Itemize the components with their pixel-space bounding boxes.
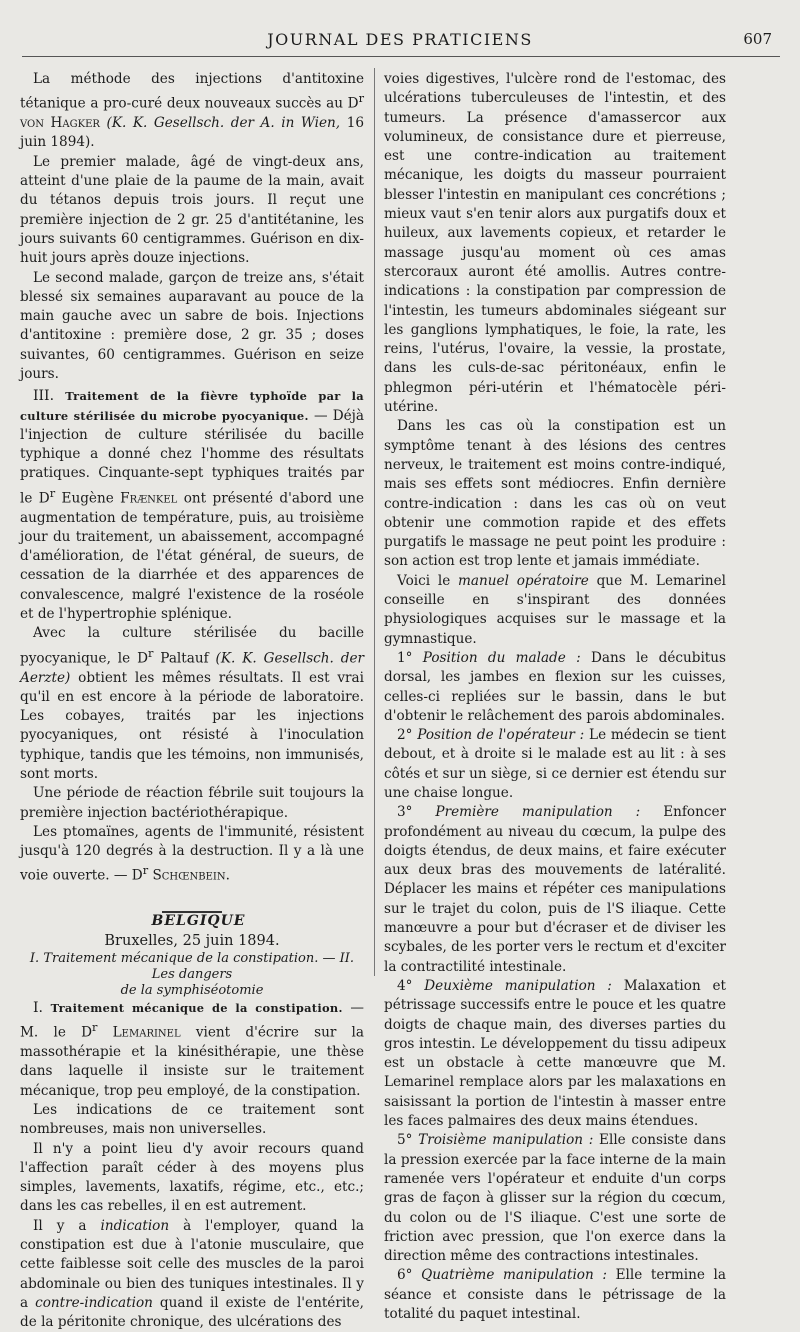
running-header: [20, 30, 780, 52]
paragraph: Les ptomaïnes, agents de l'immunité, résistent jusqu'à 120 degrés à la destruction. Il y a là une voie ouverte. — $D^r$ Schœnbein.: [20, 823, 364, 884]
section-separator: [20, 900, 364, 908]
section-heading: Traitement mécanique de la constipation.: [50, 1000, 343, 1015]
paragraph: Il n'y a point lieu d'y avoir recours quand l'affection paraît céder à des moyens plus simples, lavements, laxatifs, régime, etc., etc.; dans les cas rebelles, il en est autrement.: [20, 1140, 364, 1215]
author-name: Schœnbein.: [152, 868, 230, 884]
paragraph: Le premier malade, âgé de vingt-deux ans, atteint d'une plaie de la paume de la main, avait du tétanos depuis trois jours. Il reçut une première injection de 2 gr. 25 d'antitétanine, les jours suivants 60 centigrammes. Guérison en dix-huit jours après douze injections.: [20, 153, 364, 267]
paragraph: 4° Deuxième manipulation : Malaxation et pétrissage successifs entre le pouce et les quatre doigts de chaque main, des diverses parties du gros intestin. Le développement du tissu adipeux est un obstacle à cette manœuvre que M. Lemarinel remplace alors par les malaxations en saisissant la portion de l'intestin à masser entre les faces palmaires des deux mains étendues.: [384, 977, 727, 1130]
section-number: I.: [33, 999, 43, 1016]
author-name: von Hagker: [20, 115, 100, 132]
paragraph: III. Traitement de la fièvre typhoïde par la culture stérilisée du microbe pyocyanique. — Déjà l'injection de culture stérilisée du bacille typhique a donné chez l'homme des résultats pratiques. Cinquante-sept typhiques traités par le $D^r$ Eugène Frænkel ont présenté d'abord une augmentation de température, puis, au troisième jour du traitement, un abaissement, accompagné d'amélioration, de l'état général, de sueurs, de cessation de la diarrhée et des apparences de convalescence, malgré l'existence de la roséole et de l'hypertrophie splénique.: [20, 388, 365, 623]
article-subtitle: I. Traitement mécanique de la constipation. — II. Les dangers de la symphiséotomie: [29, 950, 355, 998]
author-name: Frænkel: [120, 490, 178, 507]
paragraph: 1° Position du malade : Dans le décubitus dorsal, les jambes en flexion sur les cuisses, celles-ci repliées sur le bassin, dans le but d'obtenir le relâchement des parois abdominales.: [384, 649, 726, 724]
paragraph: 5° Troisième manipulation : Elle consiste dans la pression exercée par la face interne de la main ramenée vers l'opérateur et enduite d'un corps gras de façon à glisser sur la région du cœcum, du colon ou de l'S iliaque. C'est une sorte de friction avec pression, que l'on exerce dans la direction même des contractions intestinales.: [384, 1132, 727, 1265]
paragraph: Voici le manuel opératoire que M. Lemarinel conseille en s'inspirant des données physiologiques acquises sur le massage et la gymnastique.: [384, 572, 726, 647]
paragraph: Avec la culture stérilisée du bacille pyocyanique, le $D^r$ Paltauf (K. K. Gesellsch. der Aerzte) obtient les mêmes résultats. Il est vrai qu'il en est encore à la période de laboratoire. Les cobayes, traités par les injections pyocyaniques, ont résisté à l'inoculation typhique, tandis que les témoins, non immunisés, sont morts.: [20, 625, 365, 782]
paragraph: Dans les cas où la constipation est un symptôme tenant à des lésions des centres nerveux, le traitement est moins contre-indiqué, mais ses effets sont médiocres. Enfin dernière contre-indication : dans les cas où on veut obtenir une commotion rapide et des effets purgatifs le massage ne peut point les produire : son action est trop lente et jamais immédiate.: [384, 418, 726, 570]
paragraph: Il y a indication à l'employer, quand la constipation est due à l'atonie musculaire, que cette faiblesse soit celle des muscles de la paroi abdominale ou bien des tuniques intestinales. Il y a contre-indication quand il existe de l'entérite, de la péritonite chronique, des ulcérations des: [20, 1217, 365, 1331]
journal-title: JOURNAL DES PRATICIENS: [267, 30, 533, 49]
citation: (K. K. Gesellsch. der Aerzte): [20, 650, 365, 686]
paragraph: Les indications de ce traitement sont nombreuses, mais non universelles.: [20, 1101, 364, 1138]
header-rule: [22, 56, 780, 57]
paragraph: 3° Première manipulation : Enfoncer profondément au niveau du cœcum, la pulpe des doigts étendus, de deux mains, et faire exécuter aux deux bras des mouvements de latéralité. Déplacer les mains et répéter ces manipulations sur le trajet du colon, puis de l'S iliaque. Cette manœuvre a pour but d'écraser et de diviser les scybales, de les porter vers le rectum et d'exciter la contractilité intestinale.: [384, 804, 726, 975]
paragraph: I. Traitement mécanique de la constipation. — M. le $D^r$ Lemarinel vient d'écrire sur la massothérapie et la kinésithérapie, une thèse dans laquelle il insiste sur le traitement mécanique, trop peu employé, de la constipation.: [20, 999, 364, 1099]
paragraph: Une période de réaction fébrile suit toujours la première injection bactériothérapique.: [20, 785, 364, 821]
country-heading: BELGIQUE: [151, 913, 246, 930]
right-column: [384, 70, 726, 1324]
left-column: [20, 70, 364, 1332]
page-number: 607: [743, 30, 772, 48]
paragraph: 2° Position de l'opérateur : Le médecin se tient debout, et à droite si le malade est au lit : à ses côtés et sur un siège, si ce dernier est étendu sur une chaise longue.: [384, 727, 727, 801]
author-name: Lemarinel: [112, 1024, 181, 1041]
paragraph: Le second malade, garçon de treize ans, s'était blessé six semaines auparavant au pouce de la main gauche avec un sabre de bois. Injections d'antitoxine : première dose, 2 gr. 35 ; doses suivantes, 60 centigrammes. Guérison en seize jours.: [20, 269, 364, 382]
paragraph: 6° Quatrième manipulation : Elle termine la séance et consiste dans le pétrissage de la totalité du paquet intestinal.: [384, 1267, 726, 1322]
dateline: Bruxelles, 25 juin 1894.: [104, 932, 280, 949]
paragraph: voies digestives, l'ulcère rond de l'estomac, des ulcérations tuberculeuses de l'intestin, et des tumeurs. La présence d'amassercor aux volumineux, de consistance dure et pierreuse, est une contre-indication au traitement mécanique, les doigts du masseur pourraient blesser l'intestin en manipulant ces concrétions ; mieux vaut s'en tenir alors aux purgatifs doux et huileux, aux lavements copieux, et retarder le massage jusqu'au moment où ces amas stercoraux auront été amollis. Autres contre-indications : la constipation par compression de l'intestin, les tumeurs abdominales siégeant sur les ganglions lymphatiques, le foie, la rate, les reins, l'utérus, l'ovaire, la vessie, la prostate, dans les culs-de-sac péritonéaux, enfin le phlegmon péri-utérin et l'hématocèle péri-utérine.: [384, 71, 726, 416]
column-divider: [374, 68, 375, 976]
citation: (K. K. Gesellsch. der A. in Wien,: [106, 115, 341, 132]
section-heading: Traitement de la fièvre typhoïde par la culture stérilisée du microbe pyocyanique.: [20, 389, 364, 423]
section-number: III.: [33, 388, 55, 405]
paragraph: La méthode des injections d'antitoxine tétanique a pro-curé deux nouveaux succès au $D^r$ von Hagker (K. K. Gesellsch. der A. in Wien, 16 juin 1894).: [20, 71, 365, 151]
